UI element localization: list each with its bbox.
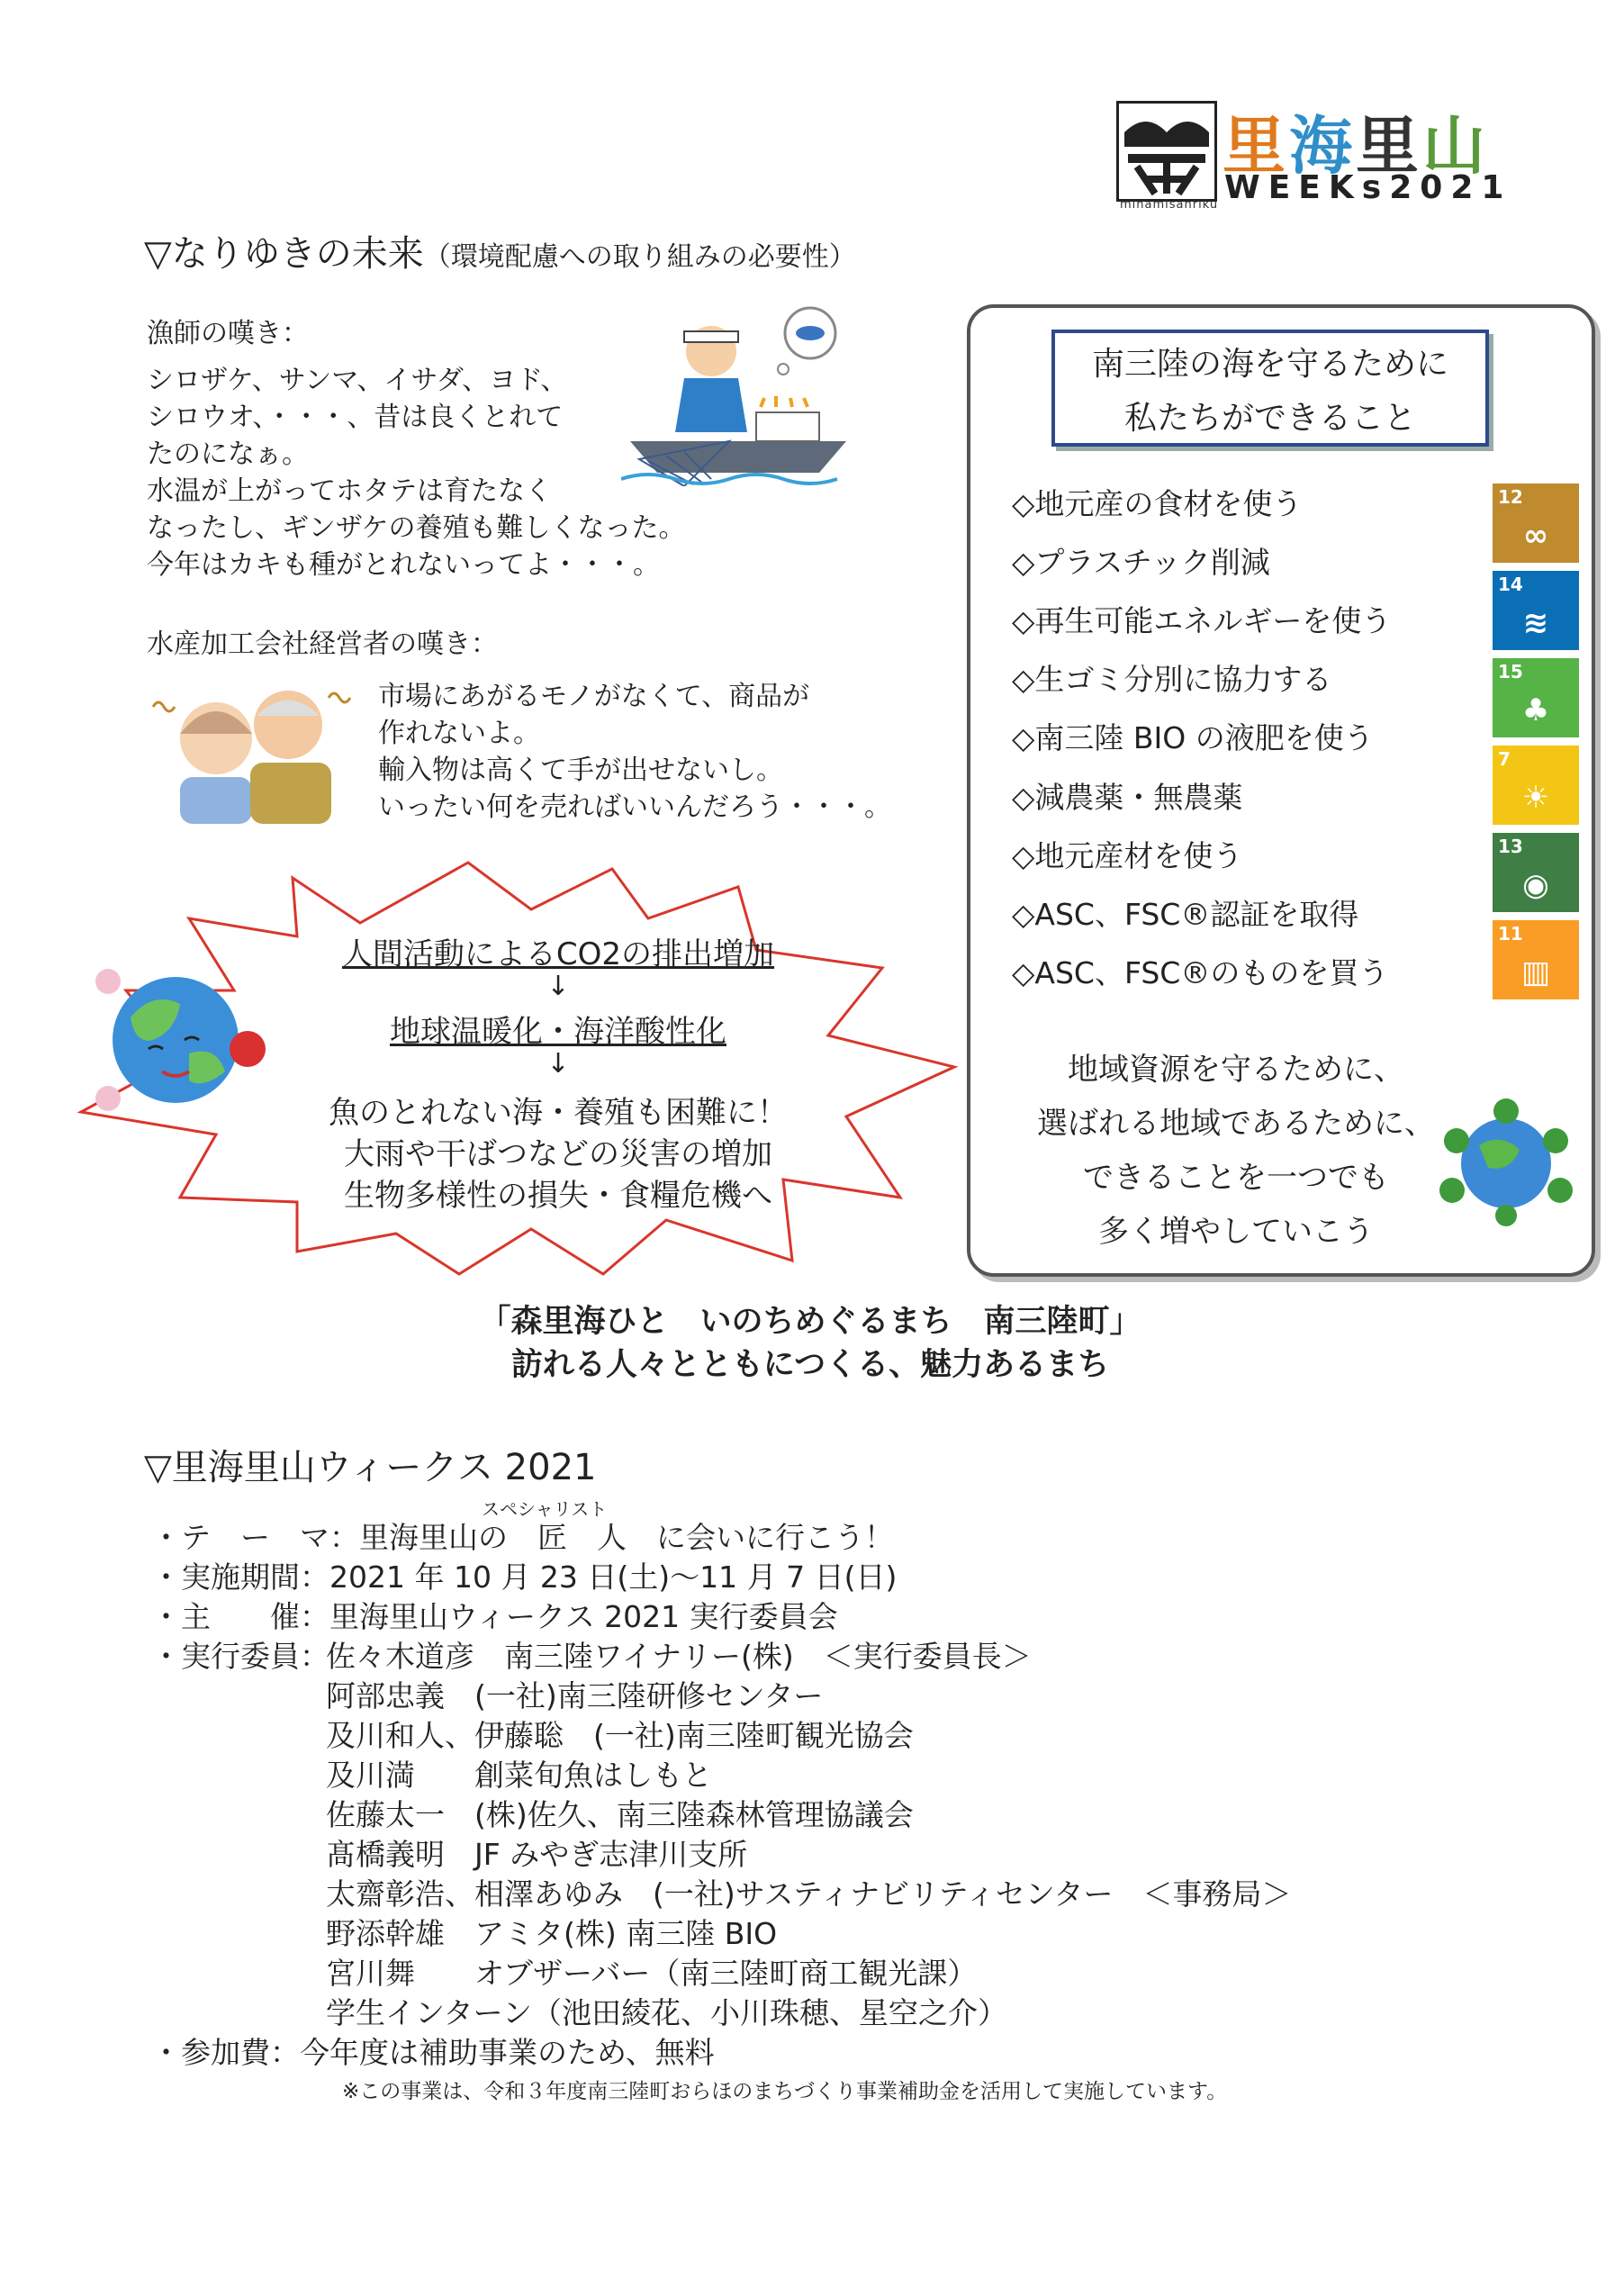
action-item: ◇減農薬・無農薬: [1012, 780, 1243, 815]
burst-consequence-3: 生物多様性の損失・食糧危機へ: [344, 1178, 772, 1214]
sdg-11-icon: [1493, 920, 1579, 999]
panel-title: [1051, 330, 1489, 447]
burst-consequence-1: 魚のとれない海・養殖も困難に！: [329, 1095, 788, 1131]
processor-label: 水産加工会社経営者の嘆き：: [147, 628, 498, 660]
sdg-12-icon: [1493, 484, 1579, 563]
sdg-15-icon: [1493, 658, 1579, 737]
committee-member: 佐藤太一 (株)佐久、南三陸森林管理協議会: [326, 1797, 914, 1832]
committee-member: 及川満 創菜旬魚はしもと: [326, 1758, 712, 1793]
ruby-specialist: スペシャリスト: [482, 1498, 608, 1520]
text-line: 今年はカキも種がとれないってよ・・・。: [147, 549, 660, 581]
sdg-symbol: ◉: [1522, 867, 1549, 903]
logo-char-1: 里: [1223, 109, 1289, 183]
info-host: ・主 催：里海里山ウィークス 2021 実行委員会: [151, 1599, 838, 1634]
sdg-number: 7: [1498, 748, 1511, 770]
tree-earth-icon: [1439, 1091, 1574, 1226]
burst-consequence-2: 大雨や干ばつなどの災害の増加: [344, 1136, 772, 1172]
closing-line: 地域資源を守るために、: [1068, 1052, 1404, 1088]
sdg-number: 11: [1498, 923, 1523, 945]
section-heading-weeks: ▽里海里山ウィークス 2021: [144, 1447, 597, 1488]
fisherman-illustration: [621, 306, 855, 486]
action-item: ◇地元産材を使う: [1012, 838, 1243, 873]
logo-caption: minamisanriku: [1120, 198, 1219, 212]
section-heading-note: （環境配慮への取り組みの必要性）: [423, 241, 856, 273]
committee-member: 阿部忠義 (一社)南三陸研修センター: [326, 1678, 824, 1713]
text-line: たのになぁ。: [147, 438, 309, 470]
action-item: ◇ASC、FSC®認証を取得: [1012, 897, 1359, 932]
action-item: ◇再生可能エネルギーを使う: [1012, 603, 1392, 638]
panel-title-line: 南三陸の海を守るために: [1091, 346, 1448, 383]
town-slogan-sub: 訪れる人々とともにつくる、魅力あるまち: [510, 1347, 1110, 1383]
sdg-symbol: ∞: [1522, 518, 1549, 554]
action-item: ◇地元産の食材を使う: [1012, 486, 1303, 521]
text-line: 作れないよ。: [378, 718, 540, 749]
info-fee: ・参加費：今年度は補助事業のため、無料: [151, 2035, 715, 2070]
committee-member: 宮川舞 オブザーバー（南三陸町商工観光課）: [326, 1956, 978, 1991]
text-line: シロウオ、・・・、昔は良くとれて: [147, 402, 564, 433]
sweating-earth-icon: [90, 954, 270, 1116]
sdg-14-icon: [1493, 571, 1579, 650]
worried-couple-illustration: [144, 680, 360, 824]
logo: [1116, 101, 1512, 212]
committee-member: 髙橋義明 JF みやぎ志津川支所: [326, 1837, 748, 1872]
action-item: ◇南三陸 BIO の液肥を使う: [1012, 720, 1374, 755]
sdg-symbol: ≋: [1522, 605, 1549, 641]
arrow-down-icon: ↓: [546, 971, 570, 1002]
logo-subtitle: WEEKs2021: [1224, 169, 1512, 206]
text-line: 市場にあがるモノがなくて、商品が: [378, 681, 810, 712]
committee-member: 野添幹雄 アミタ(株) 南三陸 BIO: [326, 1916, 778, 1951]
fisherman-label: 漁師の嘆き：: [147, 318, 309, 349]
text-line: 輸入物は高くて手が出せないし。: [378, 755, 783, 786]
arrow-down-icon: ↓: [546, 1048, 570, 1080]
processor-text: [378, 678, 891, 826]
sdg-7-icon: [1493, 746, 1579, 825]
sdg-symbol: ▥: [1520, 954, 1551, 990]
text-line: いったい何を売ればいいんだろう・・・。: [378, 791, 891, 823]
committee-member: 太齋彰浩、相澤あゆみ (一社)サスティナビリティセンター ＜事務局＞: [326, 1876, 1292, 1912]
closing-line: できることを一つでも: [1083, 1160, 1389, 1196]
sdg-symbol: ♣: [1521, 692, 1550, 728]
committee-member: 学生インターン（池田綾花、小川珠穂、星空之介）: [326, 1995, 1008, 2030]
info-theme: ・テ ー マ：里海里山の 匠 人 に会いに行こう！: [151, 1520, 894, 1555]
warning-starburst: [72, 855, 972, 1279]
logo-char-3: 里: [1356, 109, 1422, 183]
logo-wave-icon: [1119, 104, 1214, 199]
sdg-number: 15: [1498, 661, 1523, 682]
info-committee-label: ・実行委員：: [151, 1639, 329, 1674]
logo-mark: [1116, 101, 1217, 202]
committee-member: 及川和人、伊藤聡 (一社)南三陸町観光協会: [326, 1718, 914, 1753]
logo-char-2: 海: [1289, 109, 1356, 183]
panel-title-line: 私たちができること: [1123, 400, 1416, 437]
actions-panel: [967, 304, 1595, 1277]
action-item: ◇プラスチック削減: [1012, 545, 1270, 580]
action-item: ◇ASC、FSC®のものを買う: [1012, 955, 1389, 990]
sdg-symbol: ☀: [1521, 780, 1550, 816]
sdg-number: 13: [1498, 836, 1523, 857]
closing-line: 多く増やしていこう: [1098, 1214, 1374, 1250]
burst-effect: 地球温暖化・海洋酸性化: [390, 1014, 726, 1050]
sdg-number: 12: [1498, 486, 1523, 508]
closing-line: 選ばれる地域であるために、: [1037, 1106, 1435, 1142]
town-slogan: 「森里海ひと いのちめぐるまち 南三陸町」: [479, 1304, 1141, 1340]
text-line: シロザケ、サンマ、イサダ、ヨド、: [147, 365, 568, 396]
text-line: 水温が上がってホタテは育たなく: [147, 475, 552, 507]
logo-char-4: 山: [1422, 109, 1489, 183]
sdg-number: 14: [1498, 574, 1523, 595]
action-item: ◇生ゴミ分別に協力する: [1012, 662, 1332, 697]
section-heading-future: [144, 225, 856, 276]
fisherman-text: [147, 362, 686, 583]
burst-cause: 人間活動によるCO2の排出増加: [341, 936, 775, 972]
section-heading-text: ▽なりゆきの未来: [144, 233, 424, 275]
info-period: ・実施期間：2021 年 10 月 23 日(土)～11 月 7 日(日): [151, 1559, 898, 1595]
sdg-13-icon: [1493, 833, 1579, 912]
committee-member: 佐々木道彦 南三陸ワイナリー(株) ＜実行委員長＞: [326, 1639, 1032, 1674]
text-line: なったし、ギンザケの養殖も難しくなった。: [147, 512, 686, 544]
subsidy-note: ※この事業は、令和３年度南三陸町おらほのまちづくり事業補助金を活用して実施しています。: [342, 2080, 1228, 2103]
